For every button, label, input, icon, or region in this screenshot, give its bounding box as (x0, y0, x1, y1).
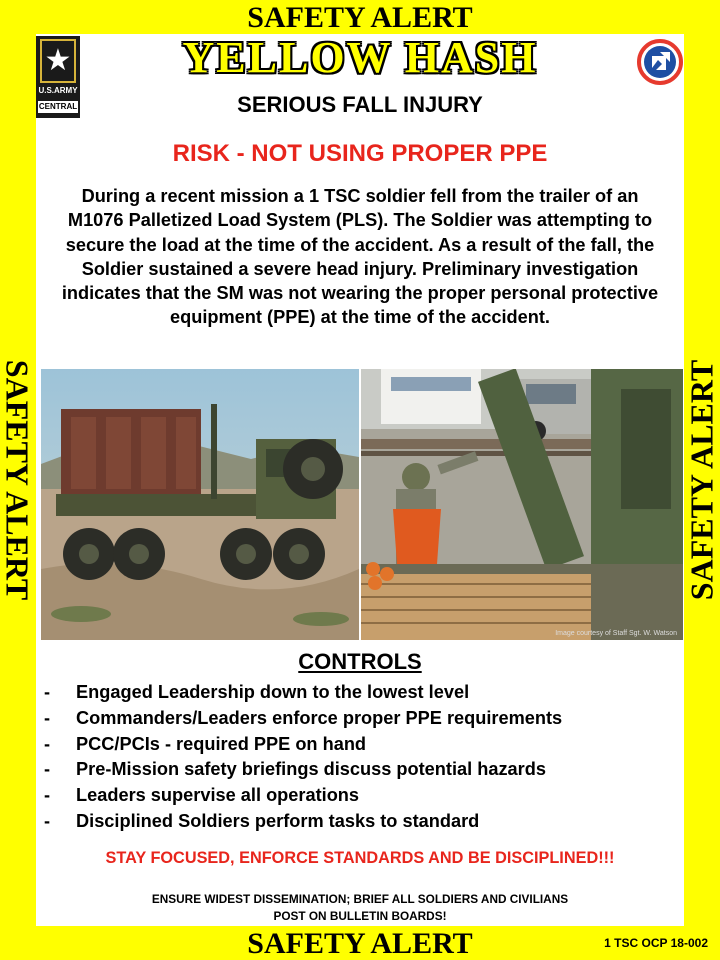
left-banner-text: SAFETY ALERT (0, 359, 36, 601)
document-code: 1 TSC OCP 18-002 (604, 936, 708, 950)
list-item: - Disciplined Soldiers perform tasks to standard (44, 810, 480, 831)
logo-line-2: CENTRAL (38, 102, 78, 111)
dissemination-line-2: POST ON BULLETIN BOARDS! (273, 909, 447, 923)
soldier-loading-photo (361, 369, 683, 640)
list-item: - Pre-Mission safety briefings discuss potential hazards (44, 759, 546, 780)
photo-credit: Image courtesy of Staff Sgt. W. Watson (555, 630, 677, 637)
dissemination-line-1: ENSURE WIDEST DISSEMINATION; BRIEF ALL SOLDIERS AND CIVILIANS (151, 892, 569, 906)
army-star-icon: ★ (40, 39, 76, 83)
top-banner: SAFETY ALERT (247, 1, 473, 34)
focus-statement: STAY FOCUSED, ENFORCE STANDARDS AND BE DISCIPLINED!!! (105, 849, 615, 867)
list-item: - Engaged Leadership down to the lowest level (44, 682, 470, 702)
incident-type: SERIOUS FALL INJURY (237, 92, 483, 117)
1st-tsc-arrow-icon (637, 39, 683, 85)
controls-list (36, 680, 684, 835)
list-item: - Commanders/Leaders enforce proper PPE requirements (44, 707, 563, 728)
alert-title: YELLOW HASH (182, 33, 538, 82)
incident-description: During a recent mission a 1 TSC soldier fell from the trailer of an M1076 Palletized Load System (PLS). The Soldier was attempting to secure the load at the time of the accident. As a result of the fall, the Soldier sustained a severe head injury. Preliminary investigation indicates that the SM was not wearing the proper personal protective equipment (PPE) at the time of the accident. (61, 186, 659, 328)
logo-line-1: U.S.ARMY (38, 86, 78, 95)
list-item: - Leaders supervise all operations (44, 785, 360, 806)
pls-truck-photo (41, 369, 359, 640)
risk-statement: RISK - NOT USING PROPER PPE (172, 140, 548, 167)
bottom-banner-text: SAFETY ALERT (247, 927, 473, 960)
alert-panel (36, 34, 684, 926)
arrow-icon (644, 46, 676, 78)
controls-heading: CONTROLS (298, 649, 422, 674)
right-banner-text: SAFETY ALERT (683, 359, 720, 601)
dissemination-note (36, 891, 684, 925)
bottom-banner (0, 926, 720, 960)
list-item: - PCC/PCIs - required PPE on hand (44, 733, 367, 754)
